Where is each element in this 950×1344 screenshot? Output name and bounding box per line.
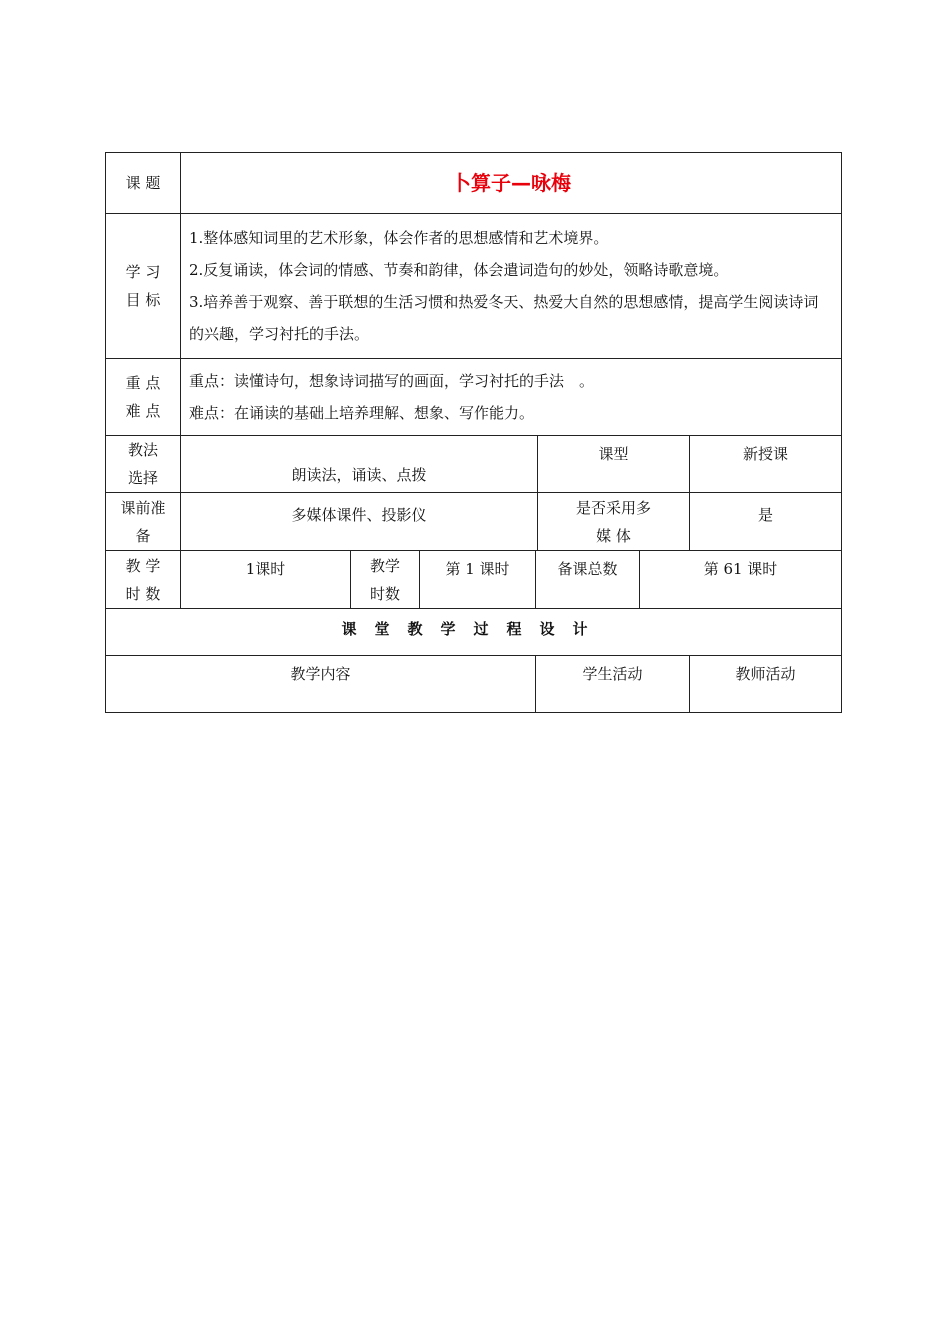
hour-count-value: 第 1 课时	[420, 551, 536, 609]
key-points-label-line2: 难 点	[125, 402, 161, 420]
multimedia-value: 是	[690, 493, 842, 551]
preparation-row	[106, 493, 842, 551]
lesson-title: 卜算子—咏梅	[181, 153, 842, 214]
multimedia-label-line2: 媒 体	[596, 526, 631, 545]
hour-count-label	[351, 551, 420, 609]
topic-label: 课 题	[106, 153, 181, 214]
objective-item-3: 3.培养善于观察、善于联想的生活习惯和热爱冬天、热爱大自然的思想感情，提高学生阅读诗词的兴趣，学习衬托的手法。	[189, 293, 819, 343]
objective-item-2: 2.反复诵读，体会词的情感、节奏和韵律，体会遣词造句的妙处，领略诗歌意境。	[189, 261, 729, 279]
preparation-label	[106, 493, 181, 551]
hours-row	[106, 551, 842, 609]
objectives-row	[106, 214, 842, 359]
method-label-line1: 教法	[127, 441, 158, 459]
objectives-label-line2: 目 标	[125, 291, 161, 309]
key-points-label	[106, 359, 181, 436]
process-heading-row	[106, 609, 842, 656]
objectives-content	[181, 214, 842, 359]
lesson-plan-table	[105, 152, 842, 713]
objectives-label	[106, 214, 181, 359]
hour-count-label-line2: 时数	[369, 584, 400, 603]
hour-count-label-line1: 教学	[369, 556, 400, 575]
hours-label-line1: 教 学	[125, 556, 161, 575]
method-value: 朗读法，诵读、点拨	[181, 436, 538, 493]
method-label-line2: 选择	[127, 469, 158, 487]
total-lessons-label: 备课总数	[536, 551, 640, 609]
key-points-label-line1: 重 点	[125, 374, 161, 392]
hours-label	[106, 551, 181, 609]
topic-row	[106, 153, 842, 214]
preparation-label-line2: 备	[135, 526, 151, 545]
multimedia-label-line1: 是否采用多	[575, 498, 651, 517]
lesson-type-value: 新授课	[690, 436, 842, 493]
objectives-label-line1: 学 习	[125, 263, 161, 281]
method-label	[106, 436, 181, 493]
total-lessons-value: 第 61 课时	[640, 551, 842, 609]
column-student-activity: 学生活动	[536, 656, 690, 713]
process-columns-row	[106, 656, 842, 713]
key-points-content	[181, 359, 842, 436]
hours-label-line2: 时 数	[125, 584, 161, 603]
preparation-label-line1: 课前准	[120, 498, 166, 517]
difficulty-text: 难点：在诵读的基础上培养理解、想象、写作能力。	[189, 404, 535, 422]
column-teaching-content: 教学内容	[106, 656, 536, 713]
method-row	[106, 436, 842, 493]
objective-item-1: 1.整体感知词里的艺术形象，体会作者的思想感情和艺术境界。	[189, 229, 609, 247]
multimedia-label	[538, 493, 690, 551]
preparation-value: 多媒体课件、投影仪	[181, 493, 538, 551]
hours-value: 1课时	[181, 551, 351, 609]
column-teacher-activity: 教师活动	[690, 656, 842, 713]
key-point-text: 重点：读懂诗句，想象诗词描写的画面，学习衬托的手法 。	[189, 372, 595, 390]
lesson-type-label: 课型	[538, 436, 690, 493]
key-points-row	[106, 359, 842, 436]
process-heading: 课堂教学过程设计	[106, 609, 842, 656]
